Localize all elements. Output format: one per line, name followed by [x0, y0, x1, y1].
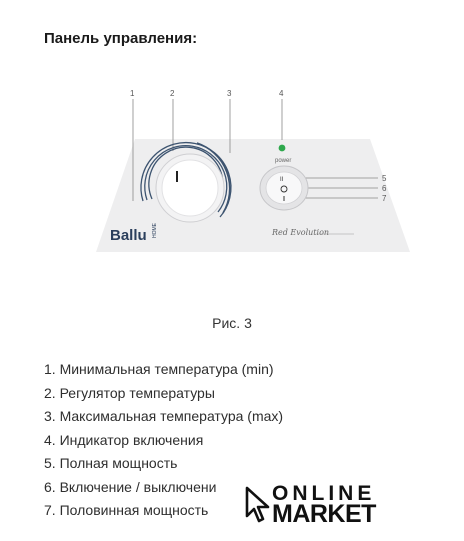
callout-4: 4 — [279, 89, 284, 98]
figure-caption: Рис. 3 — [212, 315, 252, 331]
full-power-symbol-icon: II — [280, 177, 284, 183]
power-label: power — [275, 158, 292, 164]
legend-item: 5. Полная мощность — [44, 455, 178, 471]
legend-item: 2. Регулятор температуры — [44, 384, 215, 401]
brand-logo: Ballu — [110, 227, 147, 244]
knob-pointer — [176, 171, 178, 182]
legend-item: 4. Индикатор включения — [44, 431, 204, 448]
power-switch — [260, 166, 308, 210]
power-indicator-icon — [279, 145, 286, 152]
callout-1: 1 — [130, 89, 135, 98]
page-heading: Панель управления: — [44, 30, 198, 47]
callout-2: 2 — [170, 89, 175, 98]
legend-item: 7. Половинная мощность — [44, 502, 209, 518]
legend-item: 1. Минимальная температура (min) — [44, 361, 274, 377]
legend-item: 3. Максимальная температура (max) — [44, 408, 284, 424]
callout-3: 3 — [227, 89, 232, 98]
callout-6: 6 — [382, 184, 387, 193]
legend-item: 6. Включение / выключени — [44, 478, 217, 495]
brand-sub: HOME — [152, 223, 158, 238]
callout-5: 5 — [382, 174, 387, 183]
watermark-line1: ONLINE — [272, 482, 376, 505]
watermark-line2: MARKET — [272, 500, 376, 528]
callout-7: 7 — [382, 194, 387, 203]
cursor-arrow-icon — [244, 486, 272, 526]
model-script: Red Evolution — [272, 228, 330, 237]
